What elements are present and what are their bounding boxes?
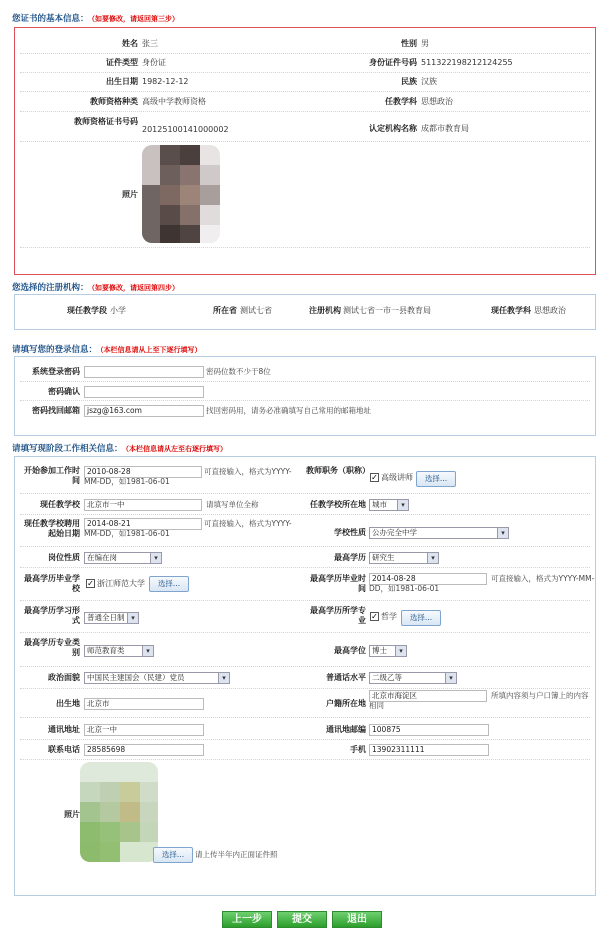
photo-hint: 请上传半年内正面证件照: [195, 850, 278, 859]
password-label: 系统登录密码: [32, 367, 80, 376]
address-label: 通讯地址: [48, 725, 80, 734]
photo-select-button[interactable]: 选择...: [153, 847, 193, 863]
birth-value: 1982-12-12: [142, 77, 189, 86]
work-info-note: （本栏信息请从左至右逐行填写）: [125, 445, 228, 453]
password-hint: 密码位数不少于8位: [206, 367, 271, 376]
submit-button[interactable]: 提交: [277, 911, 327, 928]
nation-label: 民族: [401, 77, 417, 86]
degree-select[interactable]: 博士 ▾: [369, 645, 407, 657]
row-divider: [20, 514, 590, 515]
grad-time-label: 最高学历毕业时间: [310, 574, 366, 593]
grad-school-select-button[interactable]: 选择...: [149, 576, 189, 592]
row-divider: [20, 717, 590, 718]
start-work-input[interactable]: 2010-08-28: [84, 466, 202, 478]
photo-label: 照片: [122, 190, 138, 199]
zip-input[interactable]: 100875: [369, 724, 489, 736]
reg-subject-label: 现任教学科: [491, 306, 531, 315]
id-photo-image: [142, 145, 220, 243]
start-work-hint: 可直接输入，格式为YYYY-MM-DD，如1981-06-01: [84, 467, 292, 486]
subject-label: 任教学科: [385, 97, 417, 106]
birthplace-label: 出生地: [56, 699, 80, 708]
address-input[interactable]: 北京一中: [84, 724, 204, 736]
stage-value: 小学: [110, 306, 126, 315]
post-label: 岗位性质: [48, 553, 80, 562]
password-input[interactable]: [84, 366, 204, 378]
major-cat-label: 最高学历专业类别: [24, 638, 80, 657]
certtype-value: 高级中学教师资格: [142, 97, 206, 106]
phone-input[interactable]: 28585698: [84, 744, 204, 756]
row-divider: [20, 53, 590, 54]
title-label: 教师职务（职称）: [306, 466, 370, 475]
row-divider: [20, 666, 590, 667]
work-info-title: 请填写现阶段工作相关信息： （本栏信息请从左至右逐行填写）: [12, 444, 228, 454]
mobile-input[interactable]: 13902311111: [369, 744, 489, 756]
gender-label: 性别: [401, 39, 417, 48]
row-divider: [20, 759, 590, 760]
politics-label: 政治面貌: [48, 673, 80, 682]
row-divider: [20, 493, 590, 494]
idtype-label: 证件类型: [106, 58, 138, 67]
row-divider: [20, 688, 590, 689]
title-value: 高级讲师: [381, 473, 413, 482]
org-label: 认定机构名称: [369, 124, 417, 133]
province-value: 测试七省: [240, 306, 272, 315]
grad-school-checkbox[interactable]: ✓: [87, 579, 94, 588]
edu-label: 最高学历: [334, 553, 366, 562]
major-select-button[interactable]: 选择...: [401, 610, 441, 626]
zip-label: 通讯地邮编: [326, 725, 366, 734]
name-value: 张三: [142, 39, 158, 48]
reg-org-label: 注册机构: [309, 306, 341, 315]
reg-org-value: 测试七省一市一县教育局: [343, 306, 431, 315]
work-photo-label: 照片: [64, 810, 80, 819]
grad-time-input[interactable]: 2014-08-28: [369, 573, 487, 585]
prev-step-button[interactable]: 上一步: [222, 911, 272, 928]
row-divider: [20, 600, 590, 601]
email-input[interactable]: jszg@163.com: [84, 405, 204, 417]
title-checkbox[interactable]: ✓: [371, 473, 378, 482]
row-divider: [20, 141, 590, 142]
row-divider: [20, 400, 590, 401]
grad-school-value: 浙江师范大学: [97, 579, 145, 588]
row-divider: [20, 546, 590, 547]
phone-label: 联系电话: [48, 745, 80, 754]
school-label: 现任教学校: [40, 500, 80, 509]
password-confirm-input[interactable]: [84, 386, 204, 398]
certno-value: 20125100141000002: [142, 125, 229, 134]
reg-org-title: 您选择的注册机构： （如要修改，请返回第四步）: [12, 283, 180, 293]
major-value: 哲学: [381, 612, 397, 621]
degree-label: 最高学位: [334, 646, 366, 655]
idtype-value: 身份证: [142, 58, 166, 67]
email-hint: 找回密码用，请务必准确填写自己常用的邮箱地址: [206, 406, 371, 415]
row-divider: [20, 632, 590, 633]
nation-value: 汉族: [421, 77, 437, 86]
gender-value: 男: [421, 39, 429, 48]
hire-date-input[interactable]: 2014-08-21: [84, 518, 202, 530]
title-select-button[interactable]: 选择...: [416, 471, 456, 487]
post-select[interactable]: 在编在岗 ▾: [84, 552, 162, 564]
stage-label: 现任教学段: [67, 306, 107, 315]
reg-org-note: （如要修改，请返回第四步）: [91, 284, 180, 292]
org-value: 成都市教育局: [421, 124, 469, 133]
study-form-label: 最高学历学习形式: [24, 606, 80, 625]
hukou-hint: 所填内容须与户口簿上的内容相同: [369, 691, 589, 710]
certtype-label: 教师资格种类: [90, 97, 138, 106]
nature-select[interactable]: 公办完全中学 ▾: [369, 527, 509, 539]
location-label: 任教学校所在地: [310, 500, 366, 509]
school-input[interactable]: 北京市一中: [84, 499, 202, 511]
nature-label: 学校性质: [334, 528, 366, 537]
idno-label: 身份证件号码: [369, 58, 417, 67]
idno-value: 511322198212124255: [421, 58, 513, 67]
upload-photo-image: [80, 762, 158, 862]
login-info-note: （本栏信息请从上至下逐行填写）: [100, 346, 202, 354]
row-divider: [20, 381, 590, 382]
row-divider: [20, 72, 590, 73]
row-divider: [20, 91, 590, 92]
mandarin-select[interactable]: 二级乙等 ▾: [369, 672, 457, 684]
school-hint: 请填写单位全称: [206, 500, 259, 509]
hire-date-label: 现任教学校聘用起始日期: [24, 519, 80, 538]
birth-label: 出生日期: [106, 77, 138, 86]
politics-select[interactable]: 中国民主建国会（民建）党员 ▾: [84, 672, 230, 684]
subject-value: 思想政治: [421, 97, 453, 106]
reg-subject-value: 思想政治: [534, 306, 566, 315]
grad-time-hint: 可直接输入，格式为YYYY-MM-DD，如1981-06-01: [369, 574, 595, 593]
province-label: 所在省: [213, 306, 237, 315]
start-work-label: 开始参加工作时间: [24, 466, 80, 485]
name-label: 姓名: [122, 39, 138, 48]
password-confirm-label: 密码确认: [48, 387, 80, 396]
row-divider: [20, 739, 590, 740]
row-divider: [20, 567, 590, 568]
birthplace-input[interactable]: 北京市: [84, 698, 204, 710]
certno-label: 教师资格证书号码: [74, 117, 138, 126]
grad-school-label: 最高学历毕业学校: [24, 574, 80, 593]
study-form-select[interactable]: 普通全日制 ▾: [84, 612, 139, 624]
hukou-input[interactable]: 北京市海淀区: [369, 690, 487, 702]
major-label: 最高学历所学专业: [310, 606, 366, 625]
basic-info-note: （如要修改，请返回第三步）: [91, 15, 180, 23]
email-label: 密码找回邮箱: [32, 406, 80, 415]
row-divider: [20, 247, 590, 248]
hukou-label: 户籍所在地: [326, 699, 366, 708]
edu-select[interactable]: 研究生 ▾: [369, 552, 439, 564]
login-info-title: 请填写您的登录信息： （本栏信息请从上至下逐行填写）: [12, 345, 202, 355]
basic-info-title: 您证书的基本信息： （如要修改，请返回第三步）: [12, 14, 180, 24]
hire-date-hint: 可直接输入，格式为YYYY-MM-DD，如1981-06-01: [84, 519, 292, 538]
location-select[interactable]: 城市 ▾: [369, 499, 409, 511]
mobile-label: 手机: [350, 745, 366, 754]
major-cat-select[interactable]: 师范教育类 ▾: [84, 645, 154, 657]
major-checkbox[interactable]: ✓: [371, 612, 378, 621]
row-divider: [20, 111, 590, 112]
mandarin-label: 普通话水平: [326, 673, 366, 682]
exit-button[interactable]: 退出: [332, 911, 382, 928]
